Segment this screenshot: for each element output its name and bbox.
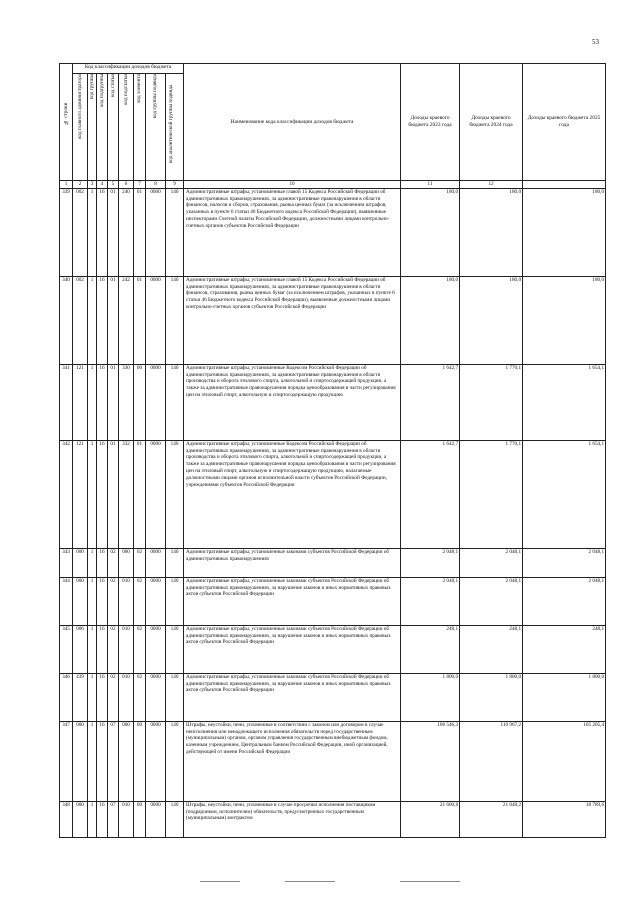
subarticle-code: 010 (119, 625, 134, 673)
income-2023: 2 048,1 (401, 548, 460, 577)
element-code: 01 (134, 188, 146, 276)
income-2025: 1 654,1 (523, 364, 606, 440)
analytic-group-code: 140 (166, 548, 184, 577)
income-2025: 180,0 (523, 276, 606, 364)
admin-code: 000 (73, 801, 88, 837)
row-name: Административные штрафы, установленные законами субъектов Российской Федерации об административных правонарушениях, за нарушение законов и иных нормативных правовых актов субъектов Российской Федерации (184, 673, 401, 721)
table-row (60, 625, 606, 673)
table-row (60, 440, 606, 548)
row-name: Административные штрафы, установленные законами субъектов Российской Федерации об административных правонарушениях, за нарушение законов и иных нормативных правовых актов субъектов Российской Федерации (184, 625, 401, 673)
header-row-number: № строки (60, 64, 73, 181)
article-code: 01 (108, 364, 119, 440)
row-name: Административные штрафы, установленные законами субъектов Российской Федерации об административных правонарушениях, за нарушение законов и иных нормативных правовых актов субъектов Российской Федерации (184, 577, 401, 625)
row-number: 340 (60, 276, 73, 364)
group-code: 1 (88, 801, 97, 837)
income-2024: 180,0 (460, 276, 523, 364)
footer-line-middle (285, 881, 335, 882)
row-name: Административные штрафы, установленные Кодексом Российской Федерации об административных правонарушениях, за административные правонарушения в области производства и оборота этилового спирта, алкогольной и спиртосодержащей продукции, а также за административные правонарушения порядка ценообразования в части регулирования цен на этиловый спирт, алкогольную и спиртосодержащую продукцию, налагаемые должностными лицами органов исполнительной власти субъектов Российской Федерации, учреждениями субъектов Российской Федерации (184, 440, 401, 548)
row-name: Административные штрафы, установленные законами субъектов Российской Федерации об административных правонарушениях (184, 548, 401, 577)
row-number: 346 (60, 673, 73, 721)
header-code-element: код элемента (134, 74, 146, 181)
element-code: 02 (134, 673, 146, 721)
subarticle-code: 010 (119, 801, 134, 837)
admin-code: 002 (73, 188, 88, 276)
income-2024: 110 967,2 (460, 721, 523, 801)
row-number: 339 (60, 188, 73, 276)
subgroup-code: 16 (97, 625, 108, 673)
subgroup-code: 16 (97, 276, 108, 364)
footer-line-left (200, 881, 240, 882)
group-code: 1 (88, 188, 97, 276)
article-code: 02 (108, 625, 119, 673)
element-code: 01 (134, 440, 146, 548)
income-2024: 1 800,0 (460, 673, 523, 721)
income-2023: 1 800,0 (401, 673, 460, 721)
article-code: 07 (108, 801, 119, 837)
subtype-group-code: 0000 (146, 577, 166, 625)
analytic-group-code: 140 (166, 577, 184, 625)
analytic-group-code: 140 (166, 440, 184, 548)
subarticle-code: 330 (119, 364, 134, 440)
subgroup-code: 16 (97, 188, 108, 276)
income-2024: 2 048,1 (460, 577, 523, 625)
analytic-group-code: 140 (166, 276, 184, 364)
subarticle-code: 000 (119, 548, 134, 577)
subarticle-code: 000 (119, 721, 134, 801)
subtype-group-code: 0000 (146, 548, 166, 577)
subgroup-code: 16 (97, 673, 108, 721)
income-2023: 180,0 (401, 276, 460, 364)
row-name: Штрафы, неустойки, пени, уплаченные в соответствии с законом или договором в случае неисполнения или ненадлежащего исполнения обязательств перед государственным (муниципальным) органом, органом управления государственным внебюджетным фондом, казенным учреждением, Центральным банком Российской Федерации, иной организацией, действующей от имени Российской Федерации (184, 721, 401, 801)
row-name: Административные штрафы, установленные главой 15 Кодекса Российской Федерации об административных правонарушениях, за административные правонарушения в области финансов, налогов и сборов, страхования, рынка ценных бумаг (за исключением штрафов, указанных в пункте 6 статьи 46 Бюджетного кодекса Российской Федерации), выявленные инспекторами Счетной палаты Российской Федерации, должностными лицами контрольно-счетных органов субъектов Российской Федерации (184, 188, 401, 276)
row-number: 345 (60, 625, 73, 673)
row-number: 347 (60, 721, 73, 801)
element-code: 00 (134, 364, 146, 440)
analytic-group-code: 140 (166, 625, 184, 673)
subtype-group-code: 0000 (146, 625, 166, 673)
header-income-2023: Доходы краевого бюджета 2023 года (401, 64, 460, 181)
admin-code: 121 (73, 440, 88, 548)
income-2023: 248,1 (401, 625, 460, 673)
row-name: Административные штрафы, установленные Кодексом Российской Федерации об административных правонарушениях, за административные правонарушения в области производства и оборота этилового спирта, алкогольной и спиртосодержащей продукции, а также за административные правонарушения порядка ценообразования в части регулирования цен на этиловый спирт, алкогольную и спиртосодержащую продукцию (184, 364, 401, 440)
admin-code: 000 (73, 577, 88, 625)
article-code: 01 (108, 276, 119, 364)
admin-code: 121 (73, 364, 88, 440)
group-code: 1 (88, 548, 97, 577)
element-code: 02 (134, 577, 146, 625)
table-row (60, 577, 606, 625)
subgroup-code: 16 (97, 364, 108, 440)
income-2025: 18 789,6 (523, 801, 606, 837)
subarticle-code: 332 (119, 440, 134, 548)
row-number: 344 (60, 577, 73, 625)
subarticle-code: 010 (119, 577, 134, 625)
header-income-2025: Доходы краевого бюджета 2025 года (523, 64, 606, 181)
article-code: 02 (108, 673, 119, 721)
table-row (60, 721, 606, 801)
income-2024: 21 048,2 (460, 801, 523, 837)
income-2025: 1 800,0 (523, 673, 606, 721)
income-2023: 2 048,1 (401, 577, 460, 625)
header-code-analytic-group: код аналитической группы подвида (166, 74, 184, 181)
income-2025: 2 048,1 (523, 548, 606, 577)
income-2023: 1 642,7 (401, 440, 460, 548)
page-number: 53 (592, 38, 599, 46)
header-code-admin: код главного администратора (73, 74, 88, 181)
header-code-subtype-group: код группы подвида (146, 74, 166, 181)
header-code-group-col: код группы (88, 74, 97, 181)
income-2024: 1 770,1 (460, 440, 523, 548)
admin-code: 002 (73, 276, 88, 364)
row-name: Административные штрафы, установленные главой 15 Кодекса Российской Федерации об административных правонарушениях, за административные правонарушения в области финансов, страхования, рынка ценных бумаг (за исключением штрафов, указанных в пункте 6 статьи 46 Бюджетного кодекса Российской Федерации), выявленные должностными лицами контрольно-счетных органов субъектов Российской Федерации (184, 276, 401, 364)
admin-code: 000 (73, 721, 88, 801)
subgroup-code: 16 (97, 721, 108, 801)
admin-code: 000 (73, 548, 88, 577)
income-2023: 1 642,7 (401, 364, 460, 440)
row-name: Штрафы, неустойки, пени, уплаченные в случае просрочки исполнения поставщиком (подрядчиком, исполнителем) обязательств, предусмотренных государственным (муниципальным) контрактом (184, 801, 401, 837)
income-2025: 105 205,4 (523, 721, 606, 801)
element-code: 01 (134, 276, 146, 364)
subtype-group-code: 0000 (146, 188, 166, 276)
subarticle-code: 240 (119, 188, 134, 276)
income-2025: 1 654,1 (523, 440, 606, 548)
header-code-article: код статьи (108, 74, 119, 181)
table-row (60, 801, 606, 837)
article-code: 01 (108, 188, 119, 276)
column-numbers-row: 1 2 3 4 5 6 7 8 9 10 11 12 (60, 181, 606, 189)
subgroup-code: 16 (97, 577, 108, 625)
analytic-group-code: 140 (166, 188, 184, 276)
table-row (60, 364, 606, 440)
table-row (60, 276, 606, 364)
table-row (60, 188, 606, 276)
income-2025: 248,1 (523, 625, 606, 673)
article-code: 02 (108, 548, 119, 577)
subtype-group-code: 0000 (146, 801, 166, 837)
table-row (60, 673, 606, 721)
admin-code: 439 (73, 673, 88, 721)
row-number: 342 (60, 440, 73, 548)
row-number: 343 (60, 548, 73, 577)
table-row (60, 548, 606, 577)
article-code: 02 (108, 577, 119, 625)
subarticle-code: 010 (119, 673, 134, 721)
subtype-group-code: 0000 (146, 276, 166, 364)
element-code: 02 (134, 548, 146, 577)
element-code: 02 (134, 625, 146, 673)
analytic-group-code: 140 (166, 801, 184, 837)
budget-income-table (59, 63, 606, 838)
income-2024: 180,0 (460, 188, 523, 276)
footer-line-right (400, 881, 460, 882)
group-code: 1 (88, 673, 97, 721)
header-code-subgroup: код подгруппы (97, 74, 108, 181)
subgroup-code: 16 (97, 548, 108, 577)
income-2025: 180,0 (523, 188, 606, 276)
analytic-group-code: 140 (166, 721, 184, 801)
group-code: 1 (88, 364, 97, 440)
subtype-group-code: 0000 (146, 673, 166, 721)
income-2023: 180,0 (401, 188, 460, 276)
subtype-group-code: 0000 (146, 364, 166, 440)
analytic-group-code: 140 (166, 673, 184, 721)
article-code: 07 (108, 721, 119, 801)
group-code: 1 (88, 577, 97, 625)
row-number: 341 (60, 364, 73, 440)
header-income-2024: Доходы краевого бюджета 2024 года (460, 64, 523, 181)
income-2023: 21 600,8 (401, 801, 460, 837)
group-code: 1 (88, 276, 97, 364)
row-number: 348 (60, 801, 73, 837)
income-2024: 2 048,1 (460, 548, 523, 577)
income-2024: 1 770,1 (460, 364, 523, 440)
admin-code: 006 (73, 625, 88, 673)
group-code: 1 (88, 440, 97, 548)
analytic-group-code: 140 (166, 364, 184, 440)
group-code: 1 (88, 721, 97, 801)
header-name: Наименование кода классификации доходов бюджета (184, 64, 401, 181)
subgroup-code: 16 (97, 801, 108, 837)
income-2024: 248,1 (460, 625, 523, 673)
income-2023: 106 546,3 (401, 721, 460, 801)
article-code: 01 (108, 440, 119, 548)
group-code: 1 (88, 625, 97, 673)
header-code-subarticle: код подстатьи (119, 74, 134, 181)
income-2025: 2 048,1 (523, 577, 606, 625)
subtype-group-code: 0000 (146, 440, 166, 548)
subgroup-code: 16 (97, 440, 108, 548)
header-code-group: Код классификации доходов бюджета (73, 64, 184, 74)
subarticle-code: 242 (119, 276, 134, 364)
element-code: 00 (134, 721, 146, 801)
element-code: 00 (134, 801, 146, 837)
subtype-group-code: 0000 (146, 721, 166, 801)
